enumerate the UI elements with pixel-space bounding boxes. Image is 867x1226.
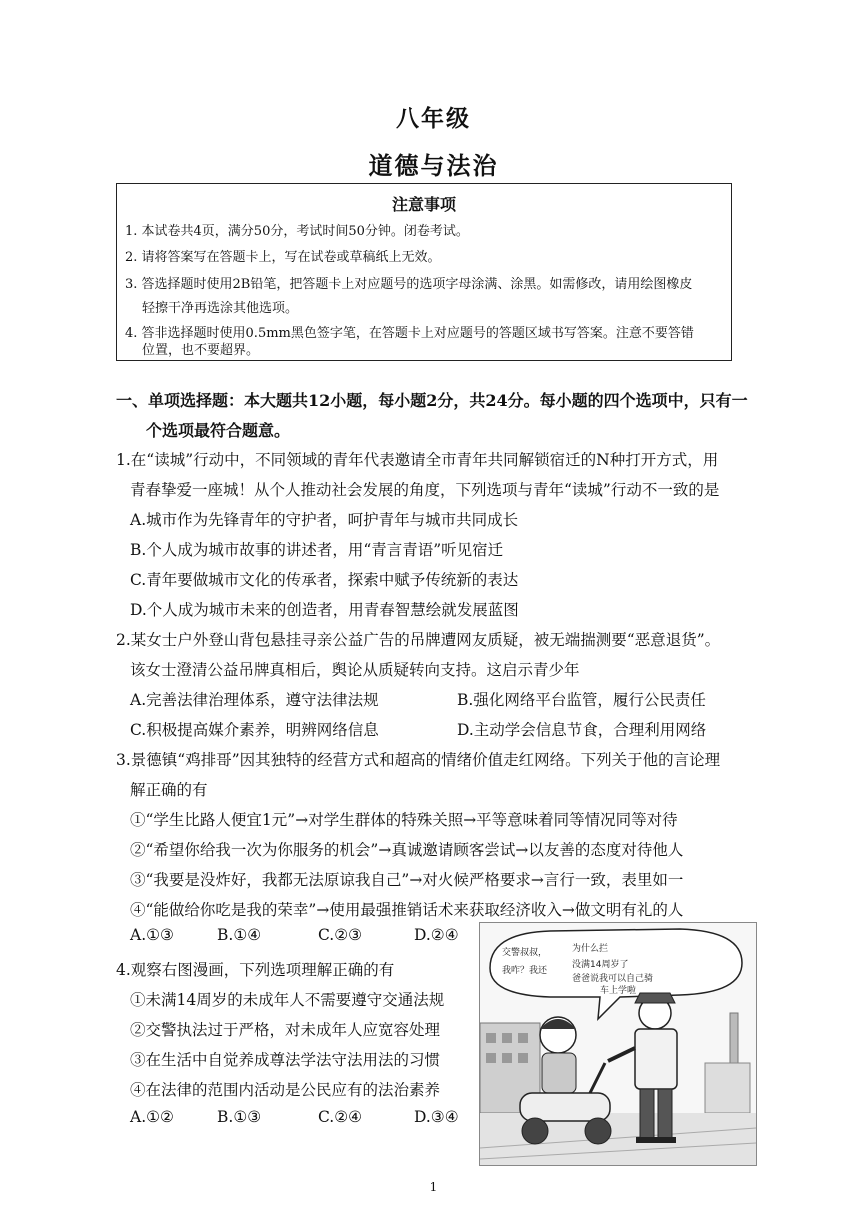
q3-option-d: D.②④: [414, 926, 459, 944]
q1-option-c: C.青年要做城市文化的传承者，探索中赋予传统新的表达: [130, 571, 519, 589]
q2-option-d: D.主动学会信息节食，合理利用网络: [457, 721, 707, 739]
notice-line-1: 1. 本试卷共4页，满分50分，考试时间50分钟。闭卷考试。: [125, 224, 469, 239]
q4-statement-1: ①未满14周岁的未成年人不需要遵守交通法规: [130, 991, 445, 1009]
q3-option-b: B.①④: [217, 926, 262, 944]
q3-stem-2: 解正确的有: [130, 781, 208, 799]
traffic-police-cartoon: [479, 922, 757, 1166]
notice-line-4: 4. 答非选择题时使用0.5mm黑色签字笔，在答题卡上对应题号的答题区域书写答案。注意不要答错: [125, 326, 694, 341]
subject-title: 道德与法治: [368, 151, 499, 180]
q4-option-a: A.①②: [130, 1108, 174, 1126]
q3-stem-1: 3.景德镇“鸡排哥”因其独特的经营方式和超高的情绪价值走红网络。下列关于他的言论理: [116, 751, 721, 769]
q1-option-a: A.城市作为先锋青年的守护者，呵护青年与城市共同成长: [130, 511, 519, 529]
section-heading-cont: 个选项最符合题意。: [146, 421, 291, 440]
q3-statement-4: ④“能做给你吃是我的荣幸”→使用最强推销话术来获取经济收入→做文明有礼的人: [130, 901, 684, 919]
bubble-text-2: 我咋？我还: [502, 966, 548, 976]
q1-option-b: B.个人成为城市故事的讲述者，用“青言青语”听见宿迁: [130, 541, 504, 559]
page-number: 1: [429, 1180, 438, 1194]
bubble-text-5: 爸爸说我可以自己骑: [572, 974, 654, 984]
q3-statement-3: ③“我要是没炸好，我都无法原谅我自己”→对火候严格要求→言行一致，表里如一: [130, 871, 684, 889]
notice-box: [116, 183, 732, 361]
q3-option-c: C.②③: [318, 926, 363, 944]
q4-option-c: C.②④: [318, 1108, 363, 1126]
q1-option-d: D.个人成为城市未来的创造者，用青春智慧绘就发展蓝图: [130, 601, 519, 619]
q4-statement-3: ③在生活中自觉养成尊法学法守法用法的习惯: [130, 1051, 441, 1069]
q4-stem: 4.观察右图漫画，下列选项理解正确的有: [116, 961, 395, 979]
q4-statement-2: ②交警执法过于严格，对未成年人应宽容处理: [130, 1021, 441, 1039]
q2-stem-1: 2.某女士户外登山背包悬挂寻亲公益广告的吊牌遭网友质疑，被无端揣测要“恶意退货”。: [116, 631, 721, 649]
notice-line-3-cont: 轻擦干净再选涂其他选项。: [142, 301, 299, 316]
bubble-text-4: 没满14周岁了: [572, 960, 629, 970]
q4-option-b: B.①③: [217, 1108, 262, 1126]
q3-statement-1: ①“学生比路人便宜1元”→对学生群体的特殊关照→平等意味着同等情况同等对待: [130, 811, 678, 829]
q1-stem-2: 青春挚爱一座城！从个人推动社会发展的角度，下列选项与青年“读城”行动不一致的是: [130, 481, 720, 499]
q2-option-b: B.强化网络平台监管，履行公民责任: [457, 691, 706, 709]
q3-option-a: A.①③: [130, 926, 174, 944]
cartoon-illustration: [480, 923, 756, 1165]
notice-line-4-cont: 位置，也不要超界。: [142, 343, 260, 358]
q2-option-c: C.积极提高媒介素养，明辨网络信息: [130, 721, 379, 739]
bubble-text-1: 交警叔叔，: [502, 948, 548, 958]
bubble-text-3: 为什么拦: [572, 944, 609, 954]
q2-option-a: A.完善法律治理体系，遵守法律法规: [130, 691, 379, 709]
notice-title: 注意事项: [391, 195, 456, 214]
q3-statement-2: ②“希望你给我一次为你服务的机会”→真诚邀请顾客尝试→以友善的态度对待他人: [130, 841, 684, 859]
q2-stem-2: 该女士澄清公益吊牌真相后，舆论从质疑转向支持。这启示青少年: [130, 661, 580, 679]
grade-title: 八年级: [396, 105, 471, 132]
bubble-text-6: 车上学啦: [600, 986, 637, 996]
section-heading: 一、单项选择题：本大题共12小题，每小题2分，共24分。每小题的四个选项中，只有一: [116, 391, 748, 410]
q4-option-d: D.③④: [414, 1108, 459, 1126]
notice-line-3: 3. 答选择题时使用2B铅笔，把答题卡上对应题号的选项字母涂满、涂黑。如需修改，请用绘图橡皮: [125, 277, 693, 292]
notice-line-2: 2. 请将答案写在答题卡上，写在试卷或草稿纸上无效。: [125, 250, 441, 265]
q4-statement-4: ④在法律的范围内活动是公民应有的法治素养: [130, 1081, 441, 1099]
q1-stem-1: 1.在“读城”行动中，不同领域的青年代表邀请全市青年共同解锁宿迁的N种打开方式，用: [116, 451, 719, 469]
